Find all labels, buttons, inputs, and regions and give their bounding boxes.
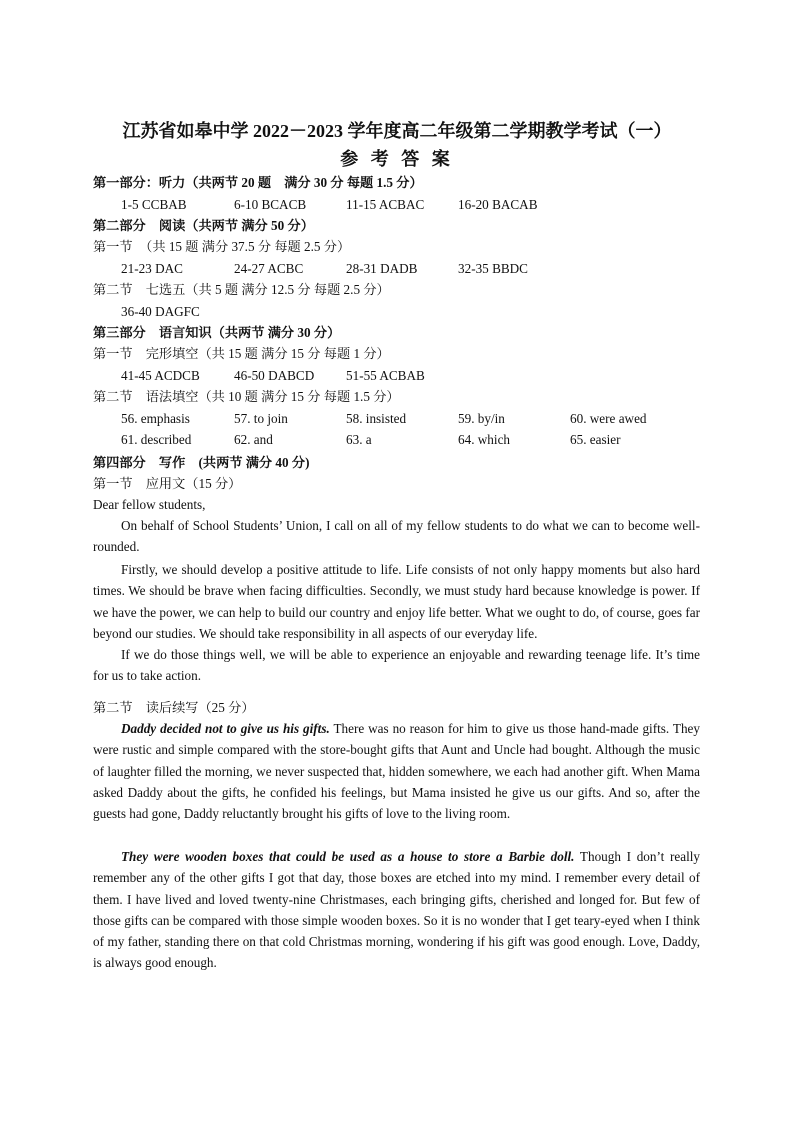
continuation-text: Though I don’t really remember any of the other gifts I got that day, those boxes are etched into my mind. I remember every detail of them. I have lived and loved twenty-nine Christmases, each bringing gifts, cherished and longed for. But few of those gifts can be compared with those simple wooden boxes. So it is no wonder that I get teary-eyed when I think of my father, standing there on that cold Christmas morning, wondering if his gift was good enough. Love, Daddy, is always good enough. xyxy=(93,849,701,971)
part2-heading: 第二部分 阅读（共两节 满分 50 分） xyxy=(93,218,314,233)
part3-section2-heading: 第二节 语法填空（共 10 题 满分 15 分 每题 1.5 分） xyxy=(93,389,400,404)
grammar-answer: 59. by/in xyxy=(458,411,505,426)
continuation-lead-sentence: They were wooden boxes that could be used as a house to store a Barbie doll. xyxy=(121,849,575,864)
answer-group: 24-27 ACBC xyxy=(234,261,304,276)
continuation-paragraph xyxy=(93,846,700,974)
letter-greeting: Dear fellow students, xyxy=(93,497,206,512)
part2-section1-heading: 第一节 （共 15 题 满分 37.5 分 每题 2.5 分） xyxy=(93,239,351,254)
answer-group: 21-23 DAC xyxy=(121,261,183,276)
letter-paragraph xyxy=(93,515,700,558)
grammar-answer: 57. to join xyxy=(234,411,288,426)
part3-section1-heading: 第一节 完形填空（共 15 题 满分 15 分 每题 1 分） xyxy=(93,346,390,361)
answer-group: 46-50 DABCD xyxy=(234,368,315,383)
document-title: 江苏省如皋中学 2022－2023 学年度高二年级第二学期教学考试（一） xyxy=(122,121,672,141)
answer-group: 28-31 DADB xyxy=(346,261,418,276)
letter-paragraph xyxy=(93,559,700,644)
grammar-answer: 56. emphasis xyxy=(121,411,190,426)
grammar-answer: 61. described xyxy=(121,432,192,447)
answer-group: 41-45 ACDCB xyxy=(121,368,200,383)
grammar-answer: 60. were awed xyxy=(570,411,647,426)
part2-section2-heading: 第二节 七选五（共 5 题 满分 12.5 分 每题 2.5 分） xyxy=(93,282,390,297)
part1-heading: 第一部分：听力（共两节 20 题 满分 30 分 每题 1.5 分） xyxy=(93,175,423,190)
letter-paragraph-text: On behalf of School Students’ Union, I call on all of my fellow students to do what we can to become well-rounded. xyxy=(93,518,700,555)
grammar-answer: 64. which xyxy=(458,432,511,447)
grammar-answer: 62. and xyxy=(234,432,273,447)
document-subtitle: 参 考 答 案 xyxy=(340,149,454,169)
grammar-answer: 63. a xyxy=(346,432,372,447)
letter-paragraph-text: If we do those things well, we will be able to experience an enjoyable and rewarding teenage life. It’s time for us to take action. xyxy=(93,647,700,684)
continuation-text: There was no reason for him to give us those hand-made gifts. They were rustic and simple compared with the store-bought gifts that Aunt and Uncle had bought. Although the music of laughter filled the morning, we never suspected that, hidden somewhere, we each had another gift. When Mama asked Daddy about the gifts, he confided his feelings, but Mama insisted he give us our gifts. And so, after the guests had gone, Daddy reluctantly brought his gifts of love to the living room. xyxy=(93,721,700,822)
continuation-paragraph xyxy=(93,718,700,824)
answer-group: 6-10 BCACB xyxy=(234,197,307,212)
answer-group: 51-55 ACBAB xyxy=(346,368,425,383)
answer-group: 32-35 BBDC xyxy=(458,261,528,276)
letter-paragraph xyxy=(93,644,700,687)
part3-heading: 第三部分 语言知识（共两节 满分 30 分） xyxy=(93,325,341,340)
part4-heading: 第四部分 写作 (共两节 满分 40 分) xyxy=(93,455,310,470)
grammar-answer: 58. insisted xyxy=(346,411,407,426)
part4-section1-heading: 第一节 应用文（15 分） xyxy=(93,476,242,491)
answer-group: 1-5 CCBAB xyxy=(121,197,187,212)
answer-group: 36-40 DAGFC xyxy=(121,304,200,319)
answer-group: 16-20 BACAB xyxy=(458,197,538,212)
part4-section2-heading: 第二节 读后续写（25 分） xyxy=(93,700,255,715)
continuation-lead-sentence: Daddy decided not to give us his gifts. xyxy=(121,721,330,736)
letter-paragraph-text: Firstly, we should develop a positive attitude to life. Life consists of not only happy moments but also hard times. We should be brave when facing difficulties. Secondly, we must study hard because knowledge is power. If we have the power, we can help to build our country and enjoy life better. What we ought to do, of course, goes far beyond our studies. We should take responsibility in all aspects of our everyday life. xyxy=(93,562,700,641)
answer-group: 11-15 ACBAC xyxy=(346,197,425,212)
grammar-answer: 65. easier xyxy=(570,432,621,447)
